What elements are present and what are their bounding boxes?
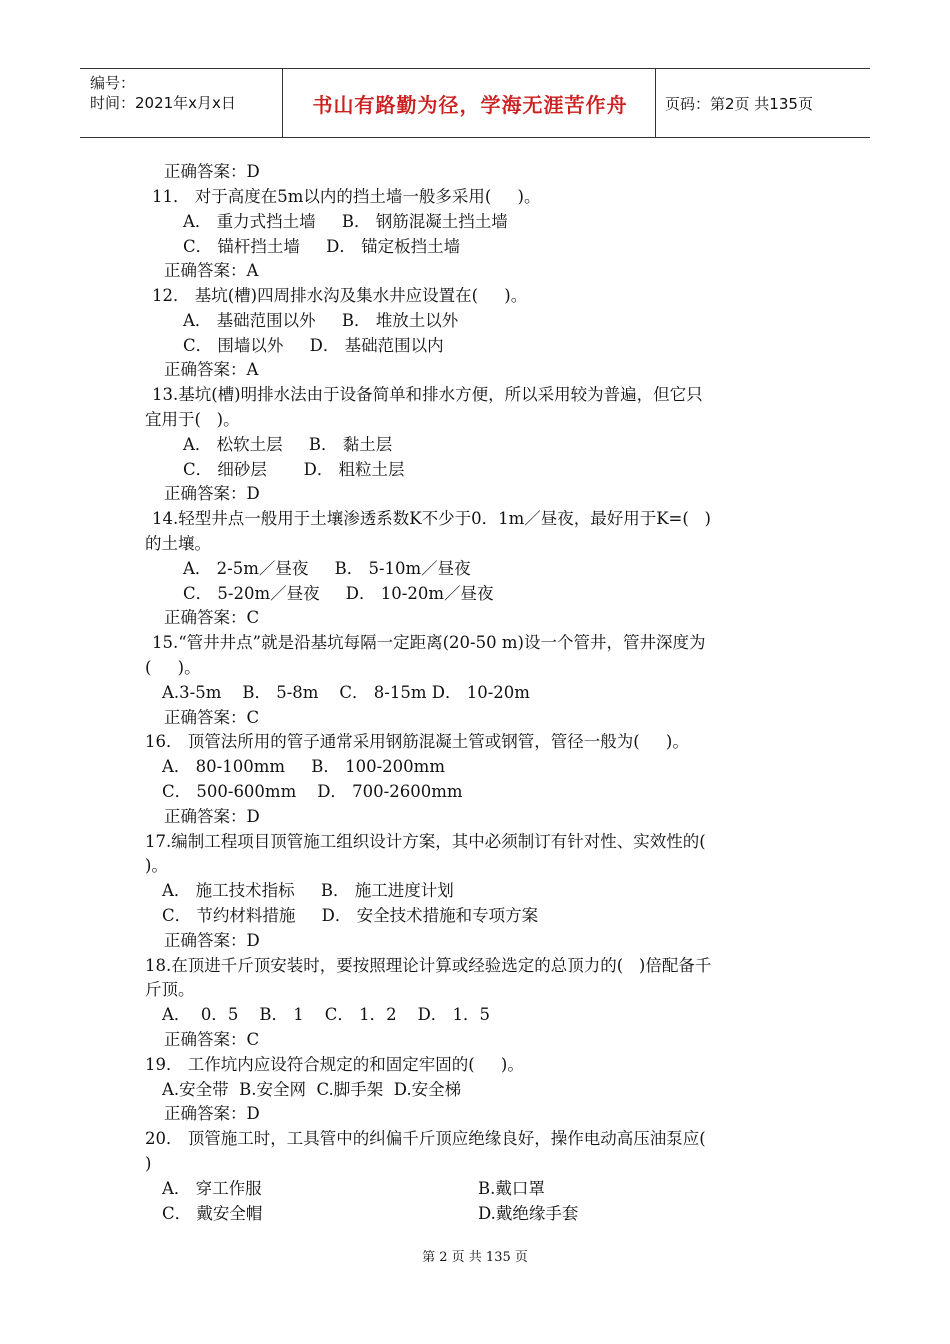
question-line: 宜用于( )。 <box>145 410 240 429</box>
answer-line: 正确答案：C <box>164 1030 260 1049</box>
question-line: ) <box>145 1154 152 1173</box>
number-label: 编号： <box>90 74 136 92</box>
option-line: A． 重力式挡土墙 B． 钢筋混凝土挡土墙 <box>183 212 508 231</box>
header-motto: 书山有路勤为径，学海无涯苦作舟 <box>312 92 628 117</box>
option-line: A.3-5m B． 5-8m C． 8-15m D． 10-20m <box>162 683 530 702</box>
question-line: ( )。 <box>145 658 201 677</box>
question-line: 13.基坑(槽)明排水法由于设备简单和排水方便，所以采用较为普遍，但它只 <box>152 385 703 404</box>
option-line: A． 基础范围以外 B． 堆放土以外 <box>183 311 459 330</box>
option-line: A． 0．5 B． 1 C． 1．2 D． 1．5 <box>162 1005 491 1024</box>
question-line: 15.“管井井点”就是沿基坑每隔一定距离(20-50 m)设一个管井，管井深度为 <box>152 633 706 652</box>
question-line: 18.在顶进千斤顶安装时，要按照理论计算或经验选定的总顶力的( )倍配备千 <box>145 956 712 975</box>
header-info <box>90 73 280 113</box>
question-line: 17.编制工程项目顶管施工组织设计方案，其中必须制订有针对性、实效性的( <box>145 832 706 851</box>
question-line: 16． 顶管法所用的管子通常采用钢筋混凝土管或钢管，管径一般为( )。 <box>145 732 689 751</box>
option-line: C． 细砂层 D． 粗粒土层 <box>183 460 405 479</box>
question-line: 19． 工作坑内应设符合规定的和固定牢固的( )。 <box>145 1055 524 1074</box>
option-line: C． 500-600mm D． 700-2600mm <box>162 782 463 801</box>
header-divider <box>655 69 656 137</box>
header-divider <box>282 69 283 137</box>
question-line: 12． 基坑(槽)四周排水沟及集水井应设置在( )。 <box>152 286 528 305</box>
option-line: C． 节约材料措施 D． 安全技术措施和专项方案 <box>162 906 539 925</box>
answer-line: 正确答案：A <box>164 261 259 280</box>
answer-line: 正确答案：D <box>164 162 260 181</box>
option-c: C． 戴安全帽 <box>162 1204 263 1223</box>
option-line: A． 施工技术指标 B． 施工进度计划 <box>162 881 454 900</box>
question-line: 的土壤。 <box>145 534 211 553</box>
question-line: 14.轻型井点一般用于土壤渗透系数K不少于0．1m／昼夜，最好用于K=( ) <box>152 509 711 528</box>
option-a: A． 穿工作服 <box>162 1179 262 1198</box>
answer-line: 正确答案：D <box>164 807 260 826</box>
option-line: C． 锚杆挡土墙 D． 锚定板挡土墙 <box>183 237 461 256</box>
header-page-label: 页码：第2页 共135页 <box>665 94 813 113</box>
page-header <box>80 68 870 138</box>
question-line: 20． 顶管施工时，工具管中的纠偏千斤顶应绝缘良好，操作电动高压油泵应( <box>145 1129 706 1148</box>
option-line: A． 松软土层 B． 黏土层 <box>183 435 393 454</box>
answer-line: 正确答案：D <box>164 931 260 950</box>
time-label: 时间：2021年x月x日 <box>90 94 236 112</box>
page-footer: 第 2 页 共 135 页 <box>422 1250 528 1265</box>
option-line: A． 2-5m／昼夜 B． 5-10m／昼夜 <box>183 559 471 578</box>
option-d: D.戴绝缘手套 <box>478 1204 579 1223</box>
question-line: 斤顶。 <box>145 980 195 999</box>
answer-line: 正确答案：D <box>164 484 260 503</box>
option-b: B.戴口罩 <box>478 1179 545 1198</box>
answer-line: 正确答案：C <box>164 708 260 727</box>
question-line: )。 <box>145 856 168 875</box>
option-line: C． 围墙以外 D． 基础范围以内 <box>183 336 444 355</box>
option-line: A.安全带 B.安全网 C.脚手架 D.安全梯 <box>162 1080 462 1099</box>
option-line: A． 80-100mm B． 100-200mm <box>162 757 445 776</box>
answer-line: 正确答案：C <box>164 608 260 627</box>
answer-line: 正确答案：A <box>164 360 259 379</box>
option-line: C． 5-20m／昼夜 D． 10-20m／昼夜 <box>183 584 494 603</box>
answer-line: 正确答案：D <box>164 1104 260 1123</box>
question-line: 11． 对于高度在5m以内的挡土墙一般多采用( )。 <box>152 187 541 206</box>
